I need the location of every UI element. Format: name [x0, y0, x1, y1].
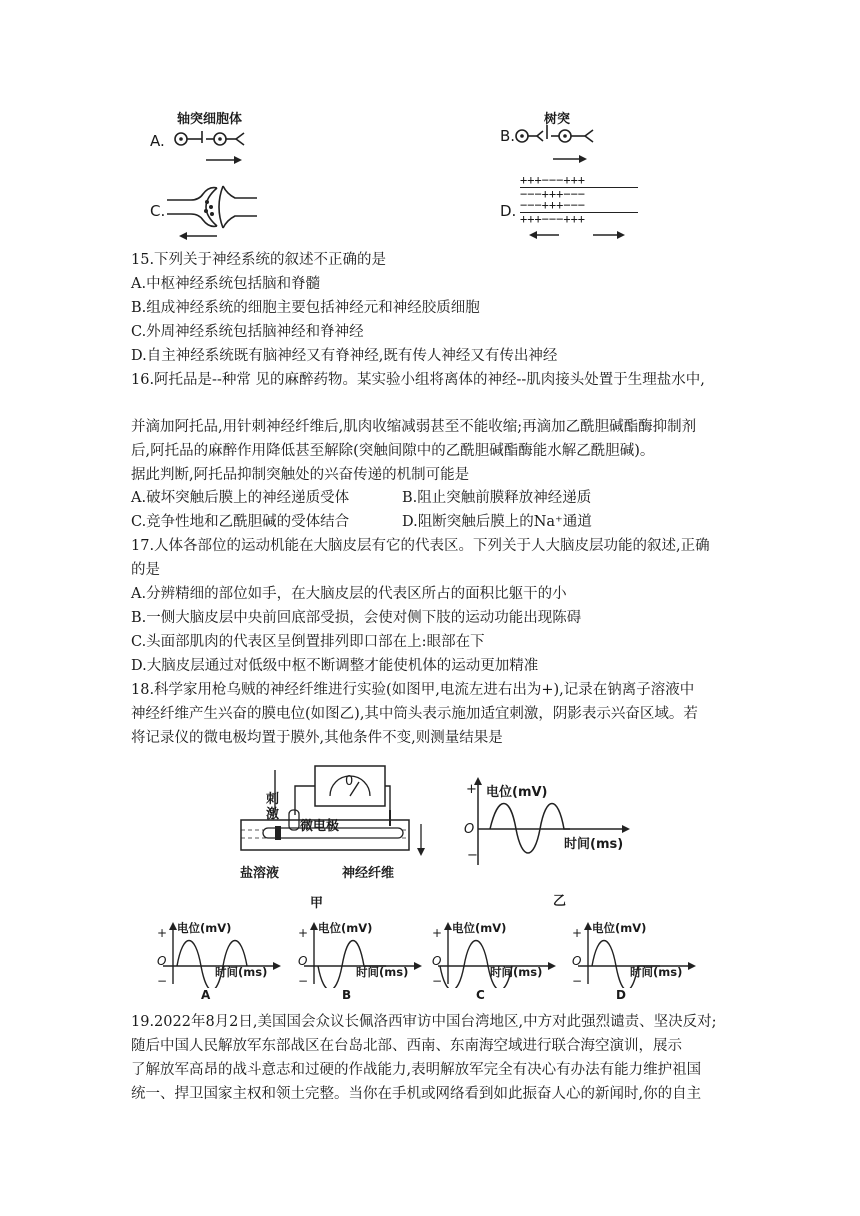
answer-graph-b [296, 918, 426, 1008]
yi-origin: O [464, 822, 475, 837]
q17-option-a: A.分辨精细的部位如手，在大脑皮层的代表区所占的面积比躯干的小 [131, 586, 567, 602]
membrane-row-3: −−−+++−−− [520, 198, 586, 212]
a-caption: 轴突细胞体 [177, 112, 243, 127]
b-caption: 树突 [544, 112, 571, 127]
answer-graph-y-label: 电位(mV) [177, 921, 232, 935]
option-c-label: C. [150, 202, 166, 220]
membrane-row-1: +++−−−+++ [520, 173, 586, 187]
answer-graph-y-label: 电位(mV) [452, 921, 507, 935]
answer-graph-choice-label: A [201, 988, 211, 1002]
answer-graph-origin: O [298, 954, 308, 968]
figure-jia-caption: 甲 [310, 896, 324, 911]
q15-option-b: B.组成神经系统的细胞主要包括神经元和神经胶质细胞 [131, 300, 480, 316]
q17-option-d: D.大脑皮层通过对低级中枢不断调整才能使机体的运动更加精准 [131, 658, 539, 674]
figure-yi-caption: 乙 [553, 894, 567, 909]
membrane-row-2: −−−+++−−− [520, 187, 586, 201]
q17-stem-2: 的是 [131, 562, 160, 578]
meter-zero: 0 [345, 774, 354, 789]
answer-graph-y-label: 电位(mV) [318, 921, 373, 935]
yi-x-label: 时间(ms) [564, 837, 624, 852]
answer-graph-y-label: 电位(mV) [592, 921, 647, 935]
salt-solution-label: 盐溶液 [240, 866, 280, 881]
answer-graph-d [570, 918, 700, 1008]
q18-stem-2: 神经纤维产生兴奋的膜电位(如图乙),其中筒头表示施加适宜刺激，阴影表示兴奋区域。若 [131, 706, 698, 722]
neuron-diagram-a [172, 123, 252, 168]
answer-graph-x-label: 时间(ms) [490, 965, 543, 979]
answer-graph-plus: + [298, 926, 309, 940]
synapse-diagram-c [165, 180, 265, 240]
option-b-label: B. [500, 127, 516, 145]
q15-option-d: D.自主神经系统既有脑神经又有脊神经,既有传人神经又有传出神经 [131, 348, 558, 364]
yi-plus: + [466, 782, 477, 797]
answer-graph-plus: + [432, 926, 443, 940]
q16-stem-1: 16.阿托品是--种常 见的麻醉药物。某实验小组将离体的神经--肌肉接头处置于生理盐水中, [131, 372, 705, 388]
nerve-fiber-label: 神经纤维 [342, 866, 395, 881]
answer-graph-x-label: 时间(ms) [356, 965, 409, 979]
q18-stem-1: 18.科学家用枪乌贼的神经纤维进行实验(如图甲,电流左进右出为+),记录在钠离子溶液中 [131, 682, 695, 698]
arrows-d [525, 228, 635, 242]
answer-graph-x-label: 时间(ms) [630, 965, 683, 979]
answer-graph-minus: − [572, 974, 583, 988]
q18-stem-3: 将记录仪的微电极均置于膜外,其他条件不变,则测量结果是 [131, 730, 503, 746]
option-d-label: D. [500, 202, 517, 220]
q15-stem: 15.下列关于神经系统的叙述不正确的是 [131, 252, 387, 268]
q19-stem-1: 19.2022年8月2日,美国国会众议长佩洛西审访中国台湾地区,中方对此强烈谴责、坚决反对; [131, 1014, 717, 1030]
microelectrode-label: 微电极 [300, 819, 340, 834]
membrane-row-4: +++−−−+++ [520, 212, 586, 226]
answer-graph-x-label: 时间(ms) [215, 965, 268, 979]
neuron-diagram-b [513, 122, 608, 167]
q16-option-d: D.阻断突触后膜上的Na⁺通道 [402, 514, 592, 530]
answer-graph-c [430, 918, 560, 1008]
answer-graph-minus: − [298, 974, 309, 988]
yi-y-label: 电位(mV) [486, 785, 548, 800]
answer-graph-plus: + [572, 926, 583, 940]
q16-stem-4: 据此判断,阿托品抑制突触处的兴奋传递的机制可能是 [131, 467, 470, 483]
q19-stem-4: 统一、捍卫国家主权和领土完整。当你在手机或网络看到如此振奋人心的新闻时,你的自主 [131, 1086, 702, 1102]
answer-graph-choice-label: C [476, 988, 485, 1002]
q17-stem-1: 17.人体各部位的运动机能在大脑皮层有它的代表区。下列关于人大脑皮层功能的叙述,正确 [131, 538, 710, 554]
q19-stem-3: 了解放军高昂的战斗意志和过硬的作战能力,表明解放军完全有决心有办法有能力维护祖国 [131, 1062, 702, 1078]
answer-graph-origin: O [157, 954, 167, 968]
q16-stem-2: 并滴加阿托品,用针刺神经纤维后,肌肉收缩减弱甚至不能收缩;再滴加乙酰胆碱酯酶抑制剂 [131, 419, 697, 435]
q17-option-c: C.头面部肌肉的代表区呈倒置排列即口部在上:眼部在下 [131, 634, 485, 650]
yi-minus: − [467, 848, 478, 863]
q15-option-c: C.外周神经系统包括脑神经和脊神经 [131, 324, 364, 340]
q16-stem-3: 后,阿托品的麻醉作用降低甚至解除(突触间隙中的乙酰胆碱酯酶能水解乙酰胆碱)。 [131, 443, 655, 459]
answer-graph-choice-label: D [616, 988, 626, 1002]
answer-graph-choice-label: B [342, 988, 352, 1002]
q16-option-b: B.阻止突触前膜释放神经递质 [402, 490, 592, 506]
stim-label: 刺激 [266, 792, 280, 822]
answer-graph-origin: O [572, 954, 582, 968]
q19-stem-2: 随后中国人民解放军东部战区在台岛北部、西南、东南海空域进行联合海空演训，展示 [131, 1038, 682, 1054]
membrane-diagram-d [520, 175, 638, 225]
answer-graph-origin: O [432, 954, 442, 968]
answer-graph-minus: − [157, 974, 168, 988]
answer-graph-a [155, 918, 285, 1008]
q15-option-a: A.中枢神经系统包括脑和脊髓 [131, 276, 321, 292]
answer-graph-plus: + [157, 926, 168, 940]
q16-option-c: C.竞争性地和乙酰胆碱的受体结合 [131, 514, 350, 530]
q17-option-b: B.一侧大脑皮层中央前回底部受损，会使对侧下肢的运动功能出现陈碍 [131, 610, 582, 626]
q16-option-a: A.破坏突触后膜上的神经递质受体 [131, 490, 350, 506]
option-a-label: A. [150, 132, 165, 150]
answer-graph-minus: − [432, 974, 443, 988]
